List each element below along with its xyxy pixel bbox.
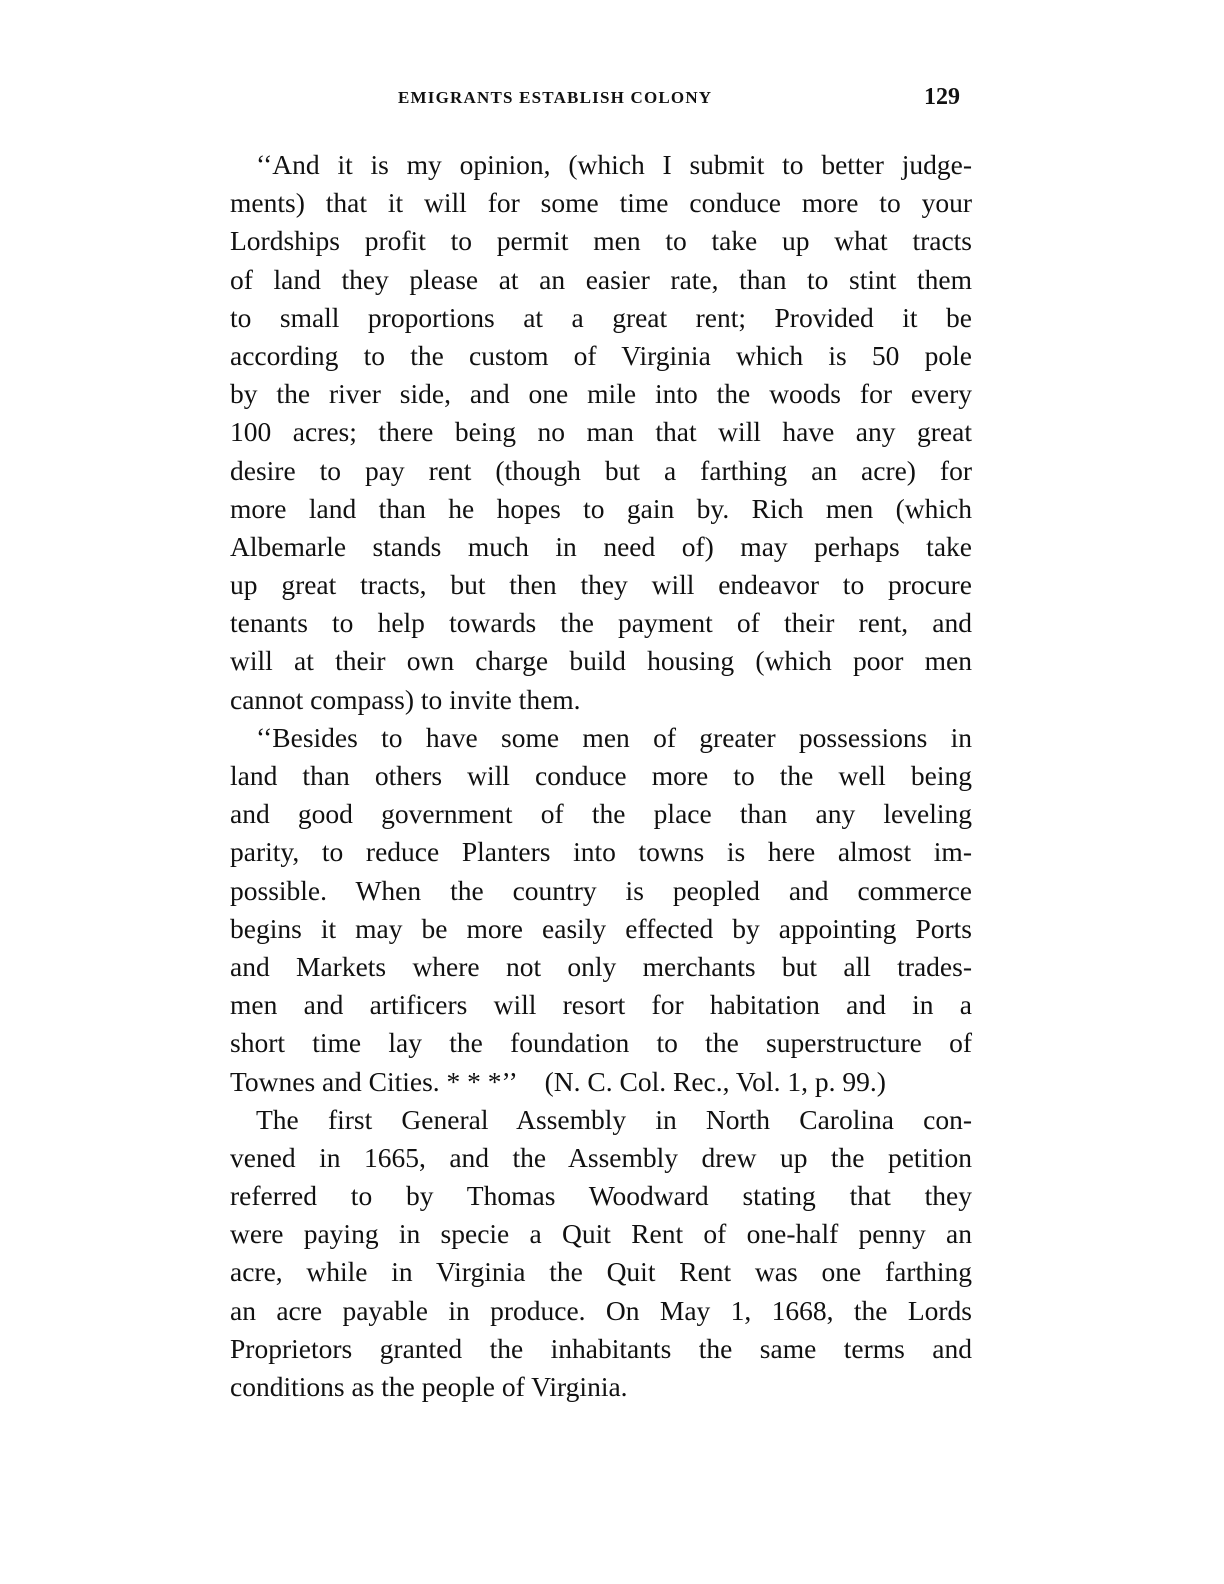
text-line: of land they please at an easier rate, than to stint them <box>230 263 972 295</box>
text-line: Albemarle stands much in need of) may perhaps take <box>230 530 972 562</box>
text-line: parity, to reduce Planters into towns is here almost im- <box>230 836 972 868</box>
text-line <box>230 1063 972 1101</box>
text-line: referred to by Thomas Woodward stating that they <box>230 1180 972 1212</box>
text-line: cannot compass) to invite them. <box>230 683 581 715</box>
text-line: vened in 1665, and the Assembly drew up the petition <box>230 1141 972 1173</box>
text-line: will at their own charge build housing (which poor men <box>230 645 972 677</box>
text-line: short time lay the foundation to the superstructure of <box>230 1027 972 1059</box>
text-line: The first General Assembly in North Carolina con- <box>256 1103 972 1135</box>
text-line: acre, while in Virginia the Quit Rent was one farthing <box>230 1256 972 1288</box>
text-line: were paying in specie a Quit Rent of one-half penny an <box>230 1218 972 1250</box>
text-line: more land than he hopes to gain by. Rich men (which <box>230 492 972 524</box>
text-line: 100 acres; there being no man that will have any great <box>230 416 972 448</box>
text-line: Lordships profit to permit men to take up what tracts <box>230 225 972 257</box>
paragraph-2 <box>230 719 972 1101</box>
text-line: up great tracts, but then they will endeavor to procure <box>230 569 972 601</box>
text-line: and Markets where not only merchants but all trades- <box>230 950 972 982</box>
text-line: ‘‘Besides to have some men of greater possessions in <box>256 721 972 753</box>
text-line: desire to pay rent (though but a farthing an acre) for <box>230 454 972 486</box>
source-citation: (N. C. Col. Rec., Vol. 1, p. 99.) <box>544 1065 886 1097</box>
text-line: tenants to help towards the payment of their rent, and <box>230 607 972 639</box>
paragraph-3 <box>230 1101 972 1407</box>
text-line: conditions as the people of Virginia. <box>230 1371 628 1402</box>
text-line: to small proportions at a great rent; Provided it be <box>230 301 972 333</box>
text-line: men and artificers will resort for habitation and in a <box>230 989 972 1021</box>
body-text <box>230 146 972 1406</box>
paragraph-1 <box>230 146 972 719</box>
text-line: and good government of the place than any leveling <box>230 798 972 830</box>
text-line: possible. When the country is peopled and commerce <box>230 874 972 906</box>
text-line: Proprietors granted the inhabitants the same terms and <box>230 1332 972 1364</box>
quote-end-text: Townes and Cities. * * *’’ <box>230 1065 516 1097</box>
text-line: land than others will conduce more to the well being <box>230 760 972 791</box>
text-line: ments) that it will for some time conduce more to your <box>230 187 972 219</box>
text-line: begins it may be more easily effected by appointing Ports <box>230 912 972 944</box>
text-line: an acre payable in produce. On May 1, 1668, the Lords <box>230 1294 972 1326</box>
running-title: EMIGRANTS ESTABLISH COLONY <box>398 88 713 107</box>
text-line: according to the custom of Virginia which is 50 pole <box>230 339 972 371</box>
page-number: 129 <box>924 84 960 110</box>
text-line: ‘‘And it is my opinion, (which I submit to better judge- <box>256 149 972 180</box>
text-line: by the river side, and one mile into the woods for every <box>230 378 972 410</box>
running-head <box>230 84 972 118</box>
